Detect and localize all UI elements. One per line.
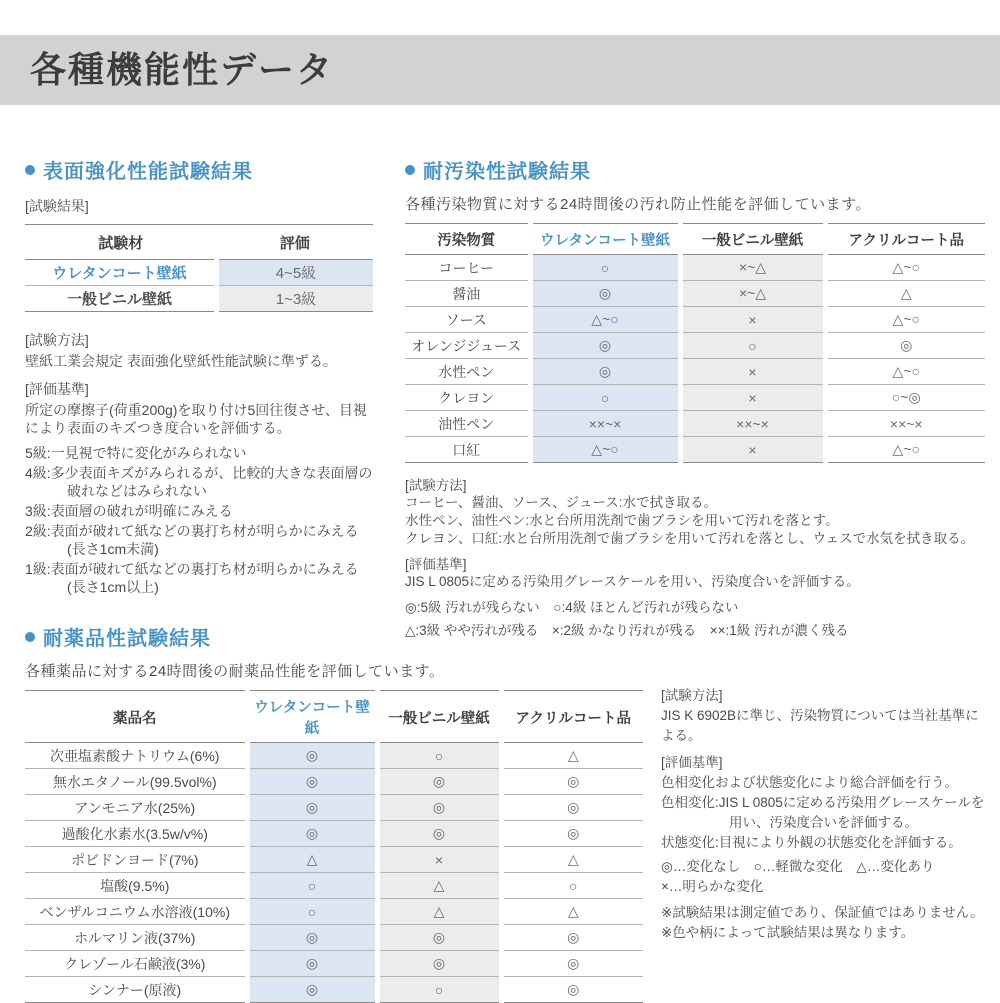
text-line: ◎…変化なし ○…軽微な変化 △…変化あり: [661, 859, 935, 874]
result-cell: ×: [680, 359, 825, 385]
result-cell: ◎: [377, 951, 501, 977]
table-row: [25, 925, 643, 951]
row-label: ウレタンコート壁紙: [25, 260, 216, 286]
table-row: [25, 951, 643, 977]
column-header: 薬品名: [25, 691, 247, 743]
result-cell: ○: [530, 385, 680, 411]
column-header: 汚染物質: [405, 224, 530, 255]
criteria-label: [評価基準]: [661, 755, 723, 770]
page-title: 各種機能性データ: [30, 49, 335, 90]
table-row: [25, 821, 643, 847]
row-label: 塩酸(9.5%): [25, 873, 247, 899]
table-row: [25, 260, 373, 286]
table-row: [25, 977, 643, 1003]
result-cell: ◎: [501, 821, 643, 847]
row-label: 次亜塩素酸ナトリウム(6%): [25, 743, 247, 769]
row-label: クレゾール石鹸液(3%): [25, 951, 247, 977]
result-cell: 4~5級: [216, 260, 373, 286]
row-label: オレンジジュース: [405, 333, 530, 359]
table-row: [25, 286, 373, 312]
result-cell: △: [501, 847, 643, 873]
grade-definitions: [25, 444, 373, 596]
criteria-label: [評価基準]: [25, 381, 89, 397]
result-cell: ◎: [247, 925, 377, 951]
table-row: [25, 899, 643, 925]
section-stain-resistance: [405, 155, 985, 642]
result-cell: ◎: [247, 769, 377, 795]
result-cell: ◎: [501, 795, 643, 821]
result-cell: △: [377, 899, 501, 925]
footnotes: [661, 903, 987, 943]
result-cell: △: [825, 281, 985, 307]
result-cell: ○: [377, 977, 501, 1003]
method-label: [試験方法]: [405, 478, 467, 493]
result-cell: ×~△: [680, 255, 825, 281]
section-heading: [25, 155, 373, 184]
page-header-bar: [0, 35, 1000, 105]
table-row: [405, 359, 985, 385]
result-cell: △~○: [892, 441, 920, 457]
surface-result-table: [25, 224, 373, 312]
row-label: 無水エタノール(99.5vol%): [25, 769, 247, 795]
result-cell: ◎: [247, 951, 377, 977]
row-label: クレヨン: [405, 385, 530, 411]
result-cell: ○: [247, 899, 377, 925]
method-text: 壁紙工業会規定 表面強化壁紙性能試験に準ずる。: [25, 353, 337, 369]
section-surface-strength: [25, 155, 373, 596]
result-cell: ××~×: [825, 411, 985, 437]
table-row: [405, 437, 985, 463]
text-line: △:3級 やや汚れが残る ×:2級 かなり汚れが残る ××:1級 汚れが濃く残る: [405, 623, 849, 638]
result-cell: △: [247, 847, 377, 873]
section-chemical-resistance: [25, 622, 987, 1003]
text-line: 色相変化:JIS L 0805に定める汚染用グレースケールを用い、汚染度合いを評価する。: [661, 795, 985, 830]
table-row: [405, 281, 985, 307]
result-cell: △~○: [825, 255, 985, 281]
row-label: 口紅: [452, 441, 481, 458]
result-cell: ○~◎: [825, 385, 985, 411]
table-row: [405, 385, 985, 411]
row-label: コーヒー: [405, 255, 530, 281]
result-cell: ◎: [501, 951, 643, 977]
result-cell: △: [377, 873, 501, 899]
chemical-result-table: [25, 690, 643, 1003]
table-row: [405, 307, 985, 333]
result-cell: △~○: [825, 359, 985, 385]
row-label: アンモニア水(25%): [25, 795, 247, 821]
result-cell: ◎: [247, 977, 377, 1003]
result-cell: 1~3級: [216, 286, 373, 312]
text-line: ※試験結果は測定値であり、保証値ではありません。: [661, 905, 984, 920]
result-cell: △: [501, 899, 643, 925]
result-cell: ◎: [247, 795, 377, 821]
text-line: 2級:表面が破れて紙などの裏打ち材が明らかにみえる(長さ1cm未満): [25, 523, 359, 557]
row-label: 油性ペン: [405, 411, 530, 437]
result-cell: ◎: [377, 769, 501, 795]
text-line: ◎:5級 汚れが残らない ○:4級 ほとんど汚れが残らない: [405, 600, 739, 615]
chemical-table-area: [25, 690, 643, 1003]
method-label: [試験方法]: [661, 688, 723, 703]
column-header: 試験材: [25, 225, 216, 260]
result-cell: ××~×: [680, 411, 825, 437]
result-cell: ◎: [247, 743, 377, 769]
section-heading-text: 耐薬品性試験結果: [43, 628, 211, 650]
ring-bullet-icon: [25, 632, 35, 642]
table-row: [25, 743, 643, 769]
criteria-label: [評価基準]: [405, 557, 467, 572]
result-cell: ○: [501, 873, 643, 899]
table-row: [405, 333, 985, 359]
text-line: 状態変化:目視により外観の状態変化を評価する。: [661, 835, 962, 850]
criteria-text-lines: [661, 773, 987, 853]
result-cell: ◎: [377, 925, 501, 951]
result-cell: △~○: [825, 307, 985, 333]
section-heading-text: 表面強化性能試験結果: [43, 161, 253, 183]
row-label: シンナー(原液): [88, 981, 182, 998]
result-cell: ◎: [247, 821, 377, 847]
text-line: 4級:多少表面キズがみられるが、比較的大きな表面層の破れなどはみられない: [25, 465, 373, 499]
row-label: 過酸化水素水(3.5w/v%): [25, 821, 247, 847]
table-row: [405, 255, 985, 281]
table-row: [25, 795, 643, 821]
row-label: 醤油: [405, 281, 530, 307]
result-cell: ◎: [377, 821, 501, 847]
table-row: [405, 411, 985, 437]
result-cell: ◎: [501, 925, 643, 951]
row-label: 水性ペン: [405, 359, 530, 385]
column-header: 評価: [216, 225, 373, 260]
row-label: ホルマリン液(37%): [25, 925, 247, 951]
result-cell: ××~×: [530, 411, 680, 437]
column-header: 一般ビニル壁紙: [377, 691, 501, 743]
table-header-row: [405, 224, 985, 255]
result-cell: ◎: [501, 769, 643, 795]
result-cell: ○: [377, 743, 501, 769]
result-cell: ×: [680, 437, 825, 463]
section-heading: [405, 155, 985, 184]
row-label: ソース: [405, 307, 530, 333]
result-cell: ×: [680, 307, 825, 333]
text-line: 3級:表面層の破れが明確にみえる: [25, 503, 233, 519]
result-cell: ×: [680, 385, 825, 411]
section-heading-text: 耐汚染性試験結果: [423, 161, 591, 183]
section-intro: 各種汚染物質に対する24時間後の汚れ防止性能を評価しています。: [405, 196, 871, 213]
method-label: [試験方法]: [25, 332, 89, 348]
result-cell: ×: [377, 847, 501, 873]
result-label: [試験結果]: [25, 198, 89, 214]
text-line: 水性ペン、油性ペン:水と台所用洗剤で歯ブラシを用いて汚れを落とす。: [405, 513, 839, 528]
table-header-row: [25, 225, 373, 260]
criteria-text: JIS L 0805に定める汚染用グレースケールを用い、汚染度合いを評価する。: [405, 574, 860, 589]
section-heading: [25, 622, 987, 651]
row-label: ポビドンヨード(7%): [25, 847, 247, 873]
result-cell: ◎: [530, 359, 680, 385]
row-label: 一般ビニル壁紙: [66, 291, 172, 308]
text-line: ×…明らかな変化: [661, 879, 764, 894]
result-cell: ◎: [377, 795, 501, 821]
text-line: 色相変化および状態変化により総合評価を行う。: [661, 775, 958, 790]
text-line: 1級:表面が破れて紙などの裏打ち材が明らかにみえる(長さ1cm以上): [25, 561, 359, 595]
result-cell: ○: [680, 333, 825, 359]
section-intro: 各種薬品に対する24時間後の耐薬品性能を評価しています。: [25, 663, 445, 680]
result-cell: △~○: [530, 307, 680, 333]
text-line: 5級:一見視で特に変化がみられない: [25, 445, 247, 461]
method-text: JIS K 6902Bに準じ、汚染物質については当社基準による。: [661, 708, 979, 743]
result-cell: ◎: [530, 333, 680, 359]
chemical-notes: [661, 686, 987, 943]
row-label: ベンザルコニウム水溶液(10%): [25, 899, 247, 925]
column-header: 一般ビニル壁紙: [680, 224, 825, 255]
column-header: アクリルコート品: [825, 224, 985, 255]
table-row: [25, 847, 643, 873]
table-header-row: [25, 691, 643, 743]
column-header-urethane: ウレタンコート壁紙: [247, 691, 377, 743]
method-text-lines: [405, 494, 985, 548]
rating-legend: [661, 857, 987, 897]
text-line: クレヨン、口紅:水と台所用洗剤で歯ブラシを用いて汚れを落とし、ウェスで水気を拭き取る。: [405, 531, 975, 546]
column-header: アクリルコート品: [501, 691, 643, 743]
ring-bullet-icon: [25, 165, 35, 175]
table-row: [25, 769, 643, 795]
result-cell: △~○: [530, 437, 680, 463]
result-cell: ×~△: [680, 281, 825, 307]
result-cell: ○: [247, 873, 377, 899]
criteria-text: 所定の摩擦子(荷重200g)を取り付け5回往復させ、目視により表面のキズつき度合いを評価する。: [25, 402, 367, 436]
stain-result-table: [405, 223, 985, 463]
result-cell: △: [501, 743, 643, 769]
text-line: ※色や柄によって試験結果は異なります。: [661, 925, 915, 940]
result-cell: ○: [530, 255, 680, 281]
result-cell: ◎: [567, 981, 580, 997]
column-header-urethane: ウレタンコート壁紙: [530, 224, 680, 255]
text-line: コーヒー、醤油、ソース、ジュース:水で拭き取る。: [405, 495, 717, 510]
result-cell: ◎: [825, 333, 985, 359]
ring-bullet-icon: [405, 165, 415, 175]
result-cell: ◎: [530, 281, 680, 307]
table-row: [25, 873, 643, 899]
